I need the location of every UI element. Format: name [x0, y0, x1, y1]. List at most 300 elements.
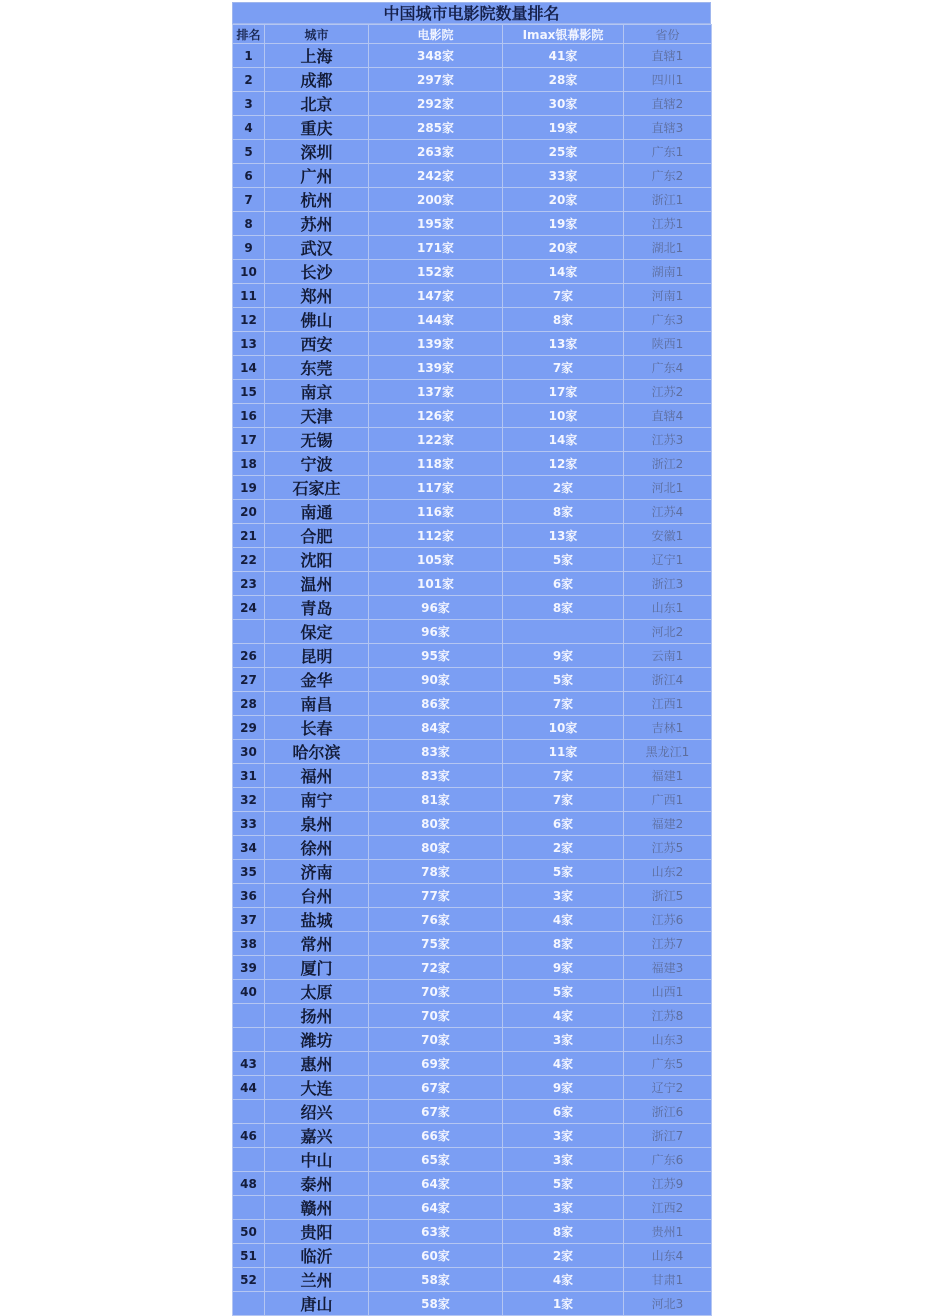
cinema-count-cell: 58家: [369, 1292, 503, 1316]
rank-cell: 3: [233, 92, 265, 116]
imax-count-cell: 4家: [503, 1268, 624, 1292]
rank-cell: 44: [233, 1076, 265, 1100]
cinema-count-cell: 139家: [369, 356, 503, 380]
imax-count-cell: 3家: [503, 1196, 624, 1220]
imax-count-cell: 5家: [503, 980, 624, 1004]
province-cell: 陕西1: [624, 332, 712, 356]
rank-cell: 50: [233, 1220, 265, 1244]
province-cell: 广东4: [624, 356, 712, 380]
table-row: [233, 1076, 712, 1100]
rank-cell: 7: [233, 188, 265, 212]
header-imax: Imax银幕影院: [503, 25, 624, 44]
province-cell: 湖北1: [624, 236, 712, 260]
city-cell: 厦门: [265, 956, 369, 980]
header-rank: 排名: [233, 25, 265, 44]
rank-cell: [233, 1004, 265, 1028]
table-row: [233, 212, 712, 236]
rank-cell: 31: [233, 764, 265, 788]
city-cell: 临沂: [265, 1244, 369, 1268]
rank-cell: 35: [233, 860, 265, 884]
city-cell: 南昌: [265, 692, 369, 716]
cinema-count-cell: 86家: [369, 692, 503, 716]
cinema-count-cell: 70家: [369, 980, 503, 1004]
table-row: [233, 356, 712, 380]
province-cell: 浙江6: [624, 1100, 712, 1124]
rank-cell: [233, 1028, 265, 1052]
rank-cell: 46: [233, 1124, 265, 1148]
cinema-count-cell: 137家: [369, 380, 503, 404]
imax-count-cell: 7家: [503, 692, 624, 716]
imax-count-cell: 7家: [503, 788, 624, 812]
table-row: [233, 404, 712, 428]
table-row: [233, 452, 712, 476]
city-cell: 金华: [265, 668, 369, 692]
province-cell: 江西1: [624, 692, 712, 716]
rank-cell: 18: [233, 452, 265, 476]
cinema-count-cell: 66家: [369, 1124, 503, 1148]
rank-cell: 27: [233, 668, 265, 692]
table-row: [233, 740, 712, 764]
table-row: [233, 812, 712, 836]
imax-count-cell: 8家: [503, 308, 624, 332]
cinema-count-cell: 96家: [369, 596, 503, 620]
rank-cell: 37: [233, 908, 265, 932]
city-cell: 嘉兴: [265, 1124, 369, 1148]
cinema-count-cell: 95家: [369, 644, 503, 668]
province-cell: 浙江3: [624, 572, 712, 596]
rank-cell: [233, 620, 265, 644]
city-cell: 东莞: [265, 356, 369, 380]
cinema-count-cell: 297家: [369, 68, 503, 92]
city-cell: 温州: [265, 572, 369, 596]
city-cell: 北京: [265, 92, 369, 116]
imax-count-cell: 13家: [503, 332, 624, 356]
province-cell: 山东3: [624, 1028, 712, 1052]
imax-count-cell: 9家: [503, 644, 624, 668]
cinema-count-cell: 81家: [369, 788, 503, 812]
imax-count-cell: 19家: [503, 116, 624, 140]
city-cell: 郑州: [265, 284, 369, 308]
imax-count-cell: 6家: [503, 572, 624, 596]
city-cell: 佛山: [265, 308, 369, 332]
rank-cell: 30: [233, 740, 265, 764]
province-cell: 江西2: [624, 1196, 712, 1220]
table-row: [233, 860, 712, 884]
table-row: [233, 380, 712, 404]
table-row: [233, 428, 712, 452]
table-row: [233, 1196, 712, 1220]
rank-cell: 13: [233, 332, 265, 356]
rank-cell: 23: [233, 572, 265, 596]
imax-count-cell: [503, 620, 624, 644]
imax-count-cell: 8家: [503, 500, 624, 524]
province-cell: 直辖3: [624, 116, 712, 140]
city-cell: 中山: [265, 1148, 369, 1172]
rank-cell: 16: [233, 404, 265, 428]
cinema-count-cell: 64家: [369, 1196, 503, 1220]
table-row: [233, 284, 712, 308]
table-row: [233, 188, 712, 212]
rank-cell: [233, 1148, 265, 1172]
imax-count-cell: 25家: [503, 140, 624, 164]
table-row: [233, 260, 712, 284]
cinema-count-cell: 171家: [369, 236, 503, 260]
city-cell: 上海: [265, 44, 369, 68]
city-cell: 武汉: [265, 236, 369, 260]
city-cell: 无锡: [265, 428, 369, 452]
table-row: [233, 668, 712, 692]
province-cell: 浙江2: [624, 452, 712, 476]
table-row: [233, 116, 712, 140]
imax-count-cell: 41家: [503, 44, 624, 68]
imax-count-cell: 5家: [503, 548, 624, 572]
cinema-count-cell: 96家: [369, 620, 503, 644]
city-cell: 南通: [265, 500, 369, 524]
province-cell: 黑龙江1: [624, 740, 712, 764]
cinema-count-cell: 105家: [369, 548, 503, 572]
table-row: [233, 884, 712, 908]
table-row: [233, 524, 712, 548]
rank-cell: 22: [233, 548, 265, 572]
rank-cell: 33: [233, 812, 265, 836]
cinema-count-cell: 263家: [369, 140, 503, 164]
rank-cell: 52: [233, 1268, 265, 1292]
table-row: [233, 1100, 712, 1124]
table-row: [233, 164, 712, 188]
table-row: [233, 716, 712, 740]
table-row: [233, 692, 712, 716]
city-cell: 昆明: [265, 644, 369, 668]
table-row: [233, 1052, 712, 1076]
rank-cell: 28: [233, 692, 265, 716]
city-cell: 成都: [265, 68, 369, 92]
cinema-count-cell: 200家: [369, 188, 503, 212]
province-cell: 山东1: [624, 596, 712, 620]
rank-cell: 21: [233, 524, 265, 548]
rank-cell: 32: [233, 788, 265, 812]
city-cell: 常州: [265, 932, 369, 956]
province-cell: 江苏4: [624, 500, 712, 524]
city-cell: 深圳: [265, 140, 369, 164]
table-row: [233, 620, 712, 644]
table-row: [233, 932, 712, 956]
imax-count-cell: 33家: [503, 164, 624, 188]
table-row: [233, 1172, 712, 1196]
city-cell: 唐山: [265, 1292, 369, 1316]
rank-cell: 17: [233, 428, 265, 452]
cinema-count-cell: 83家: [369, 740, 503, 764]
city-cell: 绍兴: [265, 1100, 369, 1124]
imax-count-cell: 13家: [503, 524, 624, 548]
imax-count-cell: 3家: [503, 1028, 624, 1052]
province-cell: 山东2: [624, 860, 712, 884]
rank-cell: 6: [233, 164, 265, 188]
rank-cell: 11: [233, 284, 265, 308]
table-row: [233, 236, 712, 260]
cinema-count-cell: 77家: [369, 884, 503, 908]
province-cell: 吉林1: [624, 716, 712, 740]
cinema-count-cell: 80家: [369, 812, 503, 836]
imax-count-cell: 5家: [503, 668, 624, 692]
table-row: [233, 1028, 712, 1052]
cinema-count-cell: 117家: [369, 476, 503, 500]
city-cell: 西安: [265, 332, 369, 356]
cinema-count-cell: 83家: [369, 764, 503, 788]
cinema-count-cell: 101家: [369, 572, 503, 596]
city-cell: 广州: [265, 164, 369, 188]
header-city: 城市: [265, 25, 369, 44]
province-cell: 江苏8: [624, 1004, 712, 1028]
cinema-count-cell: 112家: [369, 524, 503, 548]
city-cell: 杭州: [265, 188, 369, 212]
province-cell: 山东4: [624, 1244, 712, 1268]
city-cell: 兰州: [265, 1268, 369, 1292]
cinema-count-cell: 116家: [369, 500, 503, 524]
header-row: [233, 25, 712, 44]
province-cell: 江苏2: [624, 380, 712, 404]
imax-count-cell: 4家: [503, 1004, 624, 1028]
cinema-count-cell: 80家: [369, 836, 503, 860]
rank-cell: 15: [233, 380, 265, 404]
rank-cell: 24: [233, 596, 265, 620]
cinema-count-cell: 65家: [369, 1148, 503, 1172]
province-cell: 广西1: [624, 788, 712, 812]
imax-count-cell: 2家: [503, 476, 624, 500]
imax-count-cell: 7家: [503, 764, 624, 788]
ranking-table: [232, 24, 712, 1316]
province-cell: 江苏9: [624, 1172, 712, 1196]
rank-cell: [233, 1100, 265, 1124]
cinema-count-cell: 195家: [369, 212, 503, 236]
city-cell: 福州: [265, 764, 369, 788]
table-row: [233, 1244, 712, 1268]
cinema-count-cell: 58家: [369, 1268, 503, 1292]
rank-cell: 29: [233, 716, 265, 740]
header-province: 省份: [624, 25, 712, 44]
imax-count-cell: 4家: [503, 1052, 624, 1076]
rank-cell: [233, 1292, 265, 1316]
city-cell: 宁波: [265, 452, 369, 476]
table-row: [233, 836, 712, 860]
cinema-count-cell: 75家: [369, 932, 503, 956]
province-cell: 广东3: [624, 308, 712, 332]
city-cell: 重庆: [265, 116, 369, 140]
imax-count-cell: 9家: [503, 1076, 624, 1100]
province-cell: 福建2: [624, 812, 712, 836]
province-cell: 浙江7: [624, 1124, 712, 1148]
imax-count-cell: 10家: [503, 404, 624, 428]
cinema-count-cell: 72家: [369, 956, 503, 980]
cinema-count-cell: 122家: [369, 428, 503, 452]
cinema-count-cell: 139家: [369, 332, 503, 356]
city-cell: 南京: [265, 380, 369, 404]
imax-count-cell: 4家: [503, 908, 624, 932]
cinema-count-cell: 242家: [369, 164, 503, 188]
rank-cell: 12: [233, 308, 265, 332]
rank-cell: 51: [233, 1244, 265, 1268]
province-cell: 广东5: [624, 1052, 712, 1076]
province-cell: 河北2: [624, 620, 712, 644]
province-cell: 辽宁1: [624, 548, 712, 572]
table-row: [233, 1220, 712, 1244]
table-row: [233, 596, 712, 620]
city-cell: 长春: [265, 716, 369, 740]
table-row: [233, 1004, 712, 1028]
imax-count-cell: 10家: [503, 716, 624, 740]
city-cell: 保定: [265, 620, 369, 644]
city-cell: 太原: [265, 980, 369, 1004]
table-row: [233, 68, 712, 92]
imax-count-cell: 12家: [503, 452, 624, 476]
province-cell: 江苏7: [624, 932, 712, 956]
province-cell: 广东6: [624, 1148, 712, 1172]
header-cinemas: 电影院: [369, 25, 503, 44]
imax-count-cell: 3家: [503, 1124, 624, 1148]
imax-count-cell: 7家: [503, 284, 624, 308]
cinema-count-cell: 64家: [369, 1172, 503, 1196]
city-cell: 济南: [265, 860, 369, 884]
province-cell: 浙江1: [624, 188, 712, 212]
province-cell: 直辖2: [624, 92, 712, 116]
city-cell: 赣州: [265, 1196, 369, 1220]
city-cell: 徐州: [265, 836, 369, 860]
city-cell: 扬州: [265, 1004, 369, 1028]
cinema-count-cell: 78家: [369, 860, 503, 884]
table-row: [233, 92, 712, 116]
rank-cell: 2: [233, 68, 265, 92]
city-cell: 合肥: [265, 524, 369, 548]
rank-cell: 4: [233, 116, 265, 140]
table-row: [233, 764, 712, 788]
table-row: [233, 1292, 712, 1316]
rank-cell: 20: [233, 500, 265, 524]
province-cell: 浙江4: [624, 668, 712, 692]
imax-count-cell: 8家: [503, 932, 624, 956]
cinema-count-cell: 90家: [369, 668, 503, 692]
table-row: [233, 980, 712, 1004]
province-cell: 辽宁2: [624, 1076, 712, 1100]
rank-cell: 36: [233, 884, 265, 908]
cinema-count-cell: 84家: [369, 716, 503, 740]
province-cell: 直辖1: [624, 44, 712, 68]
cinema-count-cell: 348家: [369, 44, 503, 68]
table-row: [233, 500, 712, 524]
city-cell: 潍坊: [265, 1028, 369, 1052]
province-cell: 云南1: [624, 644, 712, 668]
imax-count-cell: 8家: [503, 1220, 624, 1244]
cinema-count-cell: 70家: [369, 1028, 503, 1052]
imax-count-cell: 3家: [503, 884, 624, 908]
province-cell: 河北3: [624, 1292, 712, 1316]
city-cell: 泉州: [265, 812, 369, 836]
province-cell: 河北1: [624, 476, 712, 500]
imax-count-cell: 30家: [503, 92, 624, 116]
cinema-count-cell: 69家: [369, 1052, 503, 1076]
province-cell: 贵州1: [624, 1220, 712, 1244]
imax-count-cell: 20家: [503, 236, 624, 260]
cinema-count-cell: 63家: [369, 1220, 503, 1244]
imax-count-cell: 3家: [503, 1148, 624, 1172]
city-cell: 青岛: [265, 596, 369, 620]
province-cell: 江苏1: [624, 212, 712, 236]
table-row: [233, 644, 712, 668]
province-cell: 甘肃1: [624, 1268, 712, 1292]
rank-cell: 8: [233, 212, 265, 236]
rank-cell: 39: [233, 956, 265, 980]
table-row: [233, 572, 712, 596]
cinema-count-cell: 67家: [369, 1100, 503, 1124]
imax-count-cell: 8家: [503, 596, 624, 620]
province-cell: 广东1: [624, 140, 712, 164]
imax-count-cell: 17家: [503, 380, 624, 404]
province-cell: 江苏6: [624, 908, 712, 932]
rank-cell: 48: [233, 1172, 265, 1196]
rank-cell: 1: [233, 44, 265, 68]
imax-count-cell: 7家: [503, 356, 624, 380]
imax-count-cell: 2家: [503, 1244, 624, 1268]
imax-count-cell: 19家: [503, 212, 624, 236]
cinema-count-cell: 67家: [369, 1076, 503, 1100]
rank-cell: 38: [233, 932, 265, 956]
table-row: [233, 908, 712, 932]
table-row: [233, 1148, 712, 1172]
city-cell: 大连: [265, 1076, 369, 1100]
ranking-sheet: [232, 2, 711, 1316]
province-cell: 江苏3: [624, 428, 712, 452]
province-cell: 江苏5: [624, 836, 712, 860]
table-title: 中国城市电影院数量排名: [232, 2, 711, 24]
table-row: [233, 956, 712, 980]
cinema-count-cell: 126家: [369, 404, 503, 428]
cinema-count-cell: 60家: [369, 1244, 503, 1268]
city-cell: 南宁: [265, 788, 369, 812]
imax-count-cell: 5家: [503, 1172, 624, 1196]
city-cell: 天津: [265, 404, 369, 428]
province-cell: 河南1: [624, 284, 712, 308]
imax-count-cell: 11家: [503, 740, 624, 764]
rank-cell: 19: [233, 476, 265, 500]
province-cell: 湖南1: [624, 260, 712, 284]
city-cell: 长沙: [265, 260, 369, 284]
cinema-count-cell: 292家: [369, 92, 503, 116]
imax-count-cell: 14家: [503, 428, 624, 452]
table-row: [233, 548, 712, 572]
city-cell: 盐城: [265, 908, 369, 932]
table-row: [233, 140, 712, 164]
province-cell: 安徽1: [624, 524, 712, 548]
city-cell: 贵阳: [265, 1220, 369, 1244]
rank-cell: [233, 1196, 265, 1220]
table-row: [233, 788, 712, 812]
cinema-count-cell: 285家: [369, 116, 503, 140]
city-cell: 哈尔滨: [265, 740, 369, 764]
rank-cell: 9: [233, 236, 265, 260]
rank-cell: 26: [233, 644, 265, 668]
table-row: [233, 1268, 712, 1292]
imax-count-cell: 6家: [503, 812, 624, 836]
cinema-count-cell: 144家: [369, 308, 503, 332]
province-cell: 浙江5: [624, 884, 712, 908]
imax-count-cell: 9家: [503, 956, 624, 980]
imax-count-cell: 14家: [503, 260, 624, 284]
city-cell: 石家庄: [265, 476, 369, 500]
province-cell: 四川1: [624, 68, 712, 92]
city-cell: 沈阳: [265, 548, 369, 572]
province-cell: 广东2: [624, 164, 712, 188]
imax-count-cell: 2家: [503, 836, 624, 860]
cinema-count-cell: 152家: [369, 260, 503, 284]
city-cell: 惠州: [265, 1052, 369, 1076]
